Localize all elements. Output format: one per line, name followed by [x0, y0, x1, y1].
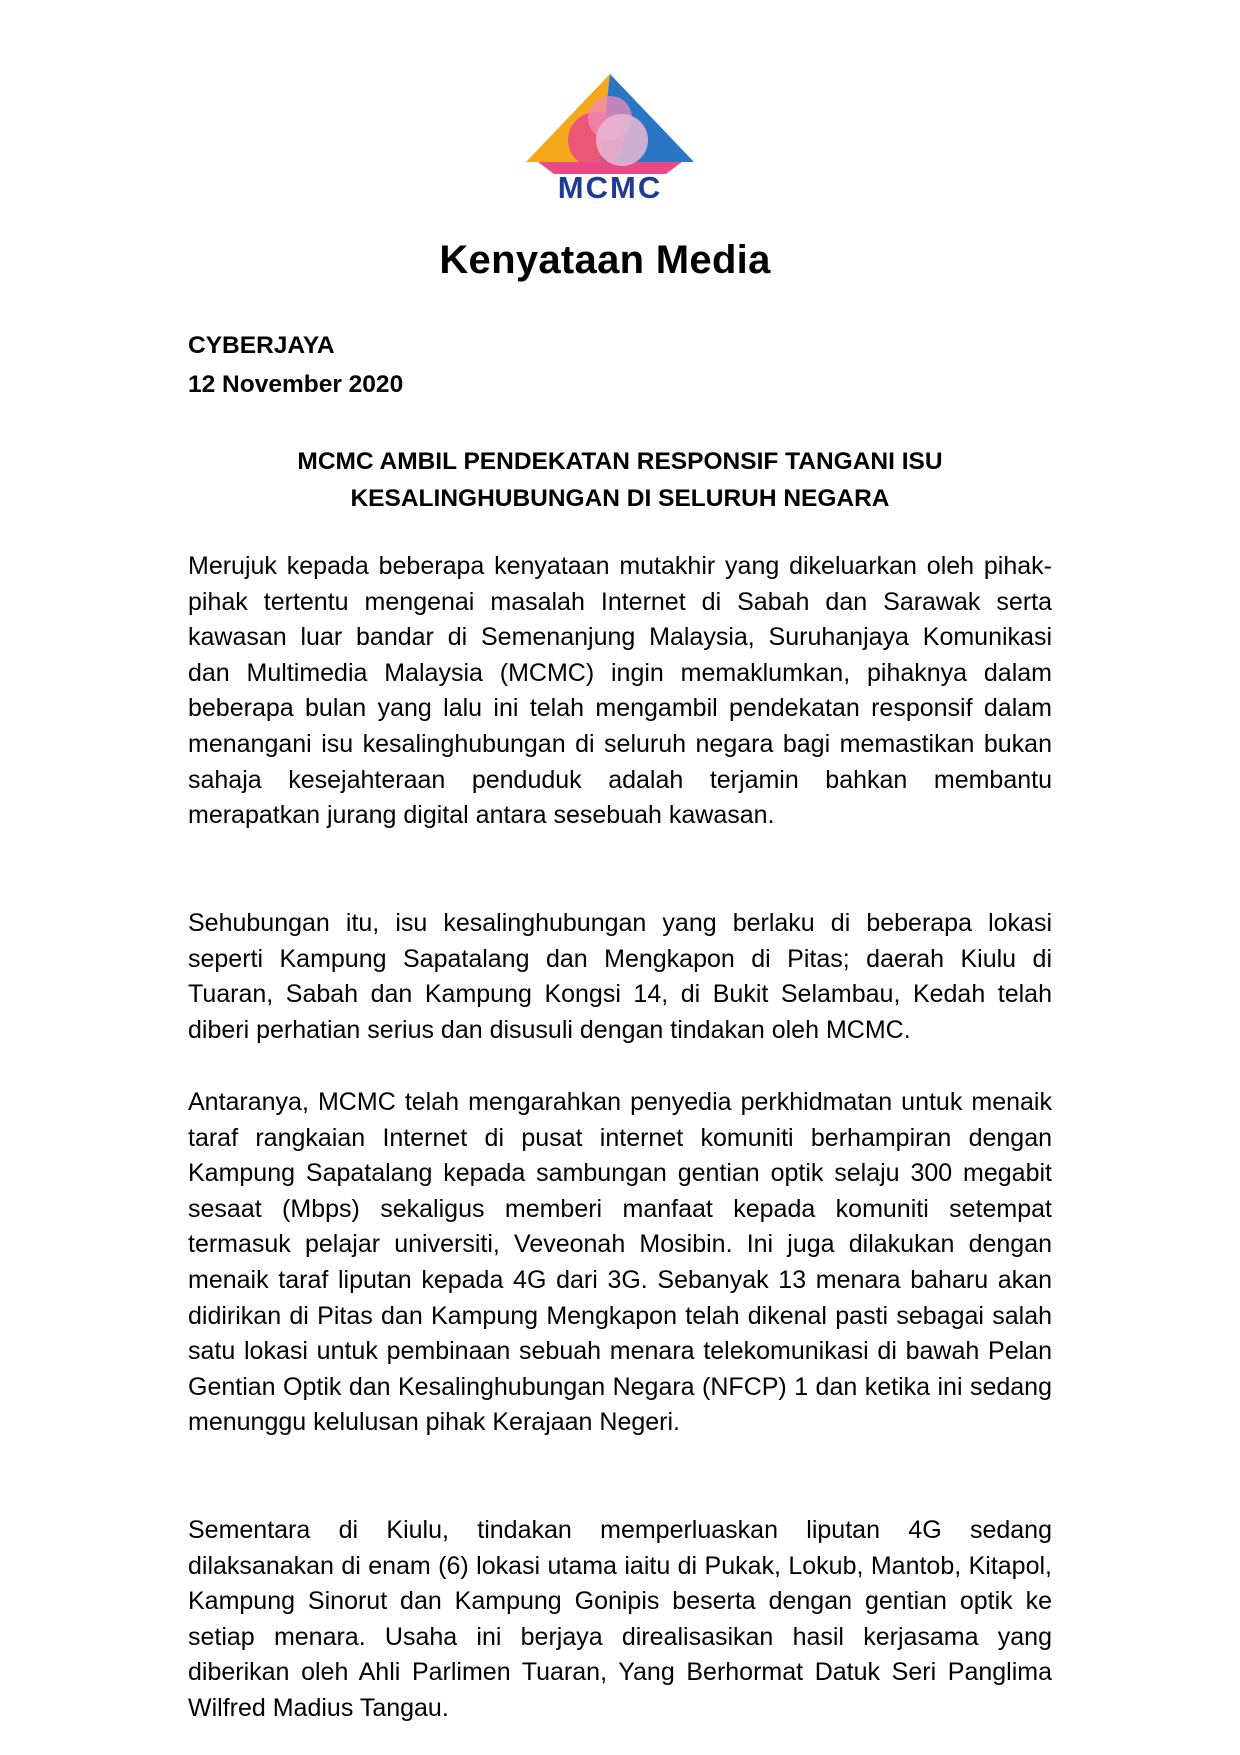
body-paragraph-2: Sehubungan itu, isu kesalinghubungan yang berlaku di beberapa lokasi seperti Kampung Sapatalang dan Mengkapon di Pitas; daerah Kiulu di Tuaran, Sabah dan Kampung Kongsi 14, di Bukit Selambau, Kedah telah diberi perhatian serius dan disusuli dengan tindakan oleh MCMC. [188, 909, 1052, 1044]
mcmc-logo [526, 74, 694, 202]
body-paragraph-1: Merujuk kepada beberapa kenyataan mutakhir yang dikeluarkan oleh pihak-pihak tertentu mengenai masalah Internet di Sabah dan Sarawak serta kawasan luar bandar di Semenanjung Malaysia, Suruhanjaya Komunikasi dan Multimedia Malaysia (MCMC) ingin memaklumkan, pihaknya dalam beberapa bulan yang lalu ini telah mengambil pendekatan responsif dalam menangani isu kesalinghubungan di seluruh negara bagi memastikan bukan sahaja kesejahteraan penduduk adalah terjamin bahkan membantu merapatkan jurang digital antara sesebuah kawasan. [188, 552, 1052, 830]
dateline-date: 12 November 2020 [188, 371, 404, 398]
body-paragraph-4: Sementara di Kiulu, tindakan memperluaskan liputan 4G sedang dilaksanakan di enam (6) lokasi utama iaitu di Pukak, Lokub, Mantob, Kitapol, Kampung Sinorut dan Kampung Gonipis beserta dengan gentian optik ke setiap menara. Usaha ini berjaya direalisasikan hasil kerjasama yang diberikan oleh Ahli Parlimen Tuaran, Yang Berhormat Datuk Seri Panglima Wilfred Madius Tangau. [188, 1516, 1052, 1722]
document-title: Kenyataan Media [439, 238, 771, 282]
headline-line-1: MCMC AMBIL PENDEKATAN RESPONSIF TANGANI ISU [297, 448, 943, 475]
logo-wordmark: MCMC [557, 170, 663, 202]
logo-circle-right [596, 114, 648, 166]
body-paragraph-3: Antaranya, MCMC telah mengarahkan penyedia perkhidmatan untuk menaik taraf rangkaian Internet di pusat internet komuniti berhampiran dengan Kampung Sapatalang kepada sambungan gentian optik selaju 300 megabit sesaat (Mbps) sekaligus memberi manfaat kepada komuniti setempat termasuk pelajar universiti, Veveonah Mosibin. Ini juga dilakukan dengan menaik taraf liputan kepada 4G dari 3G. Sebanyak 13 menara baharu akan didirikan di Pitas dan Kampung Mengkapon telah dikenal pasti sebagai salah satu lokasi untuk pembinaan sebuah menara telekomunikasi di bawah Pelan Gentian Optik dan Kesalinghubungan Negara (NFCP) 1 dan ketika ini sedang menunggu kelulusan pihak Kerajaan Negeri. [188, 1088, 1052, 1437]
press-release-headline [188, 443, 1052, 517]
dateline-place: CYBERJAYA [188, 332, 335, 359]
headline-line-2: KESALINGHUBUNGAN DI SELURUH NEGARA [350, 485, 890, 512]
